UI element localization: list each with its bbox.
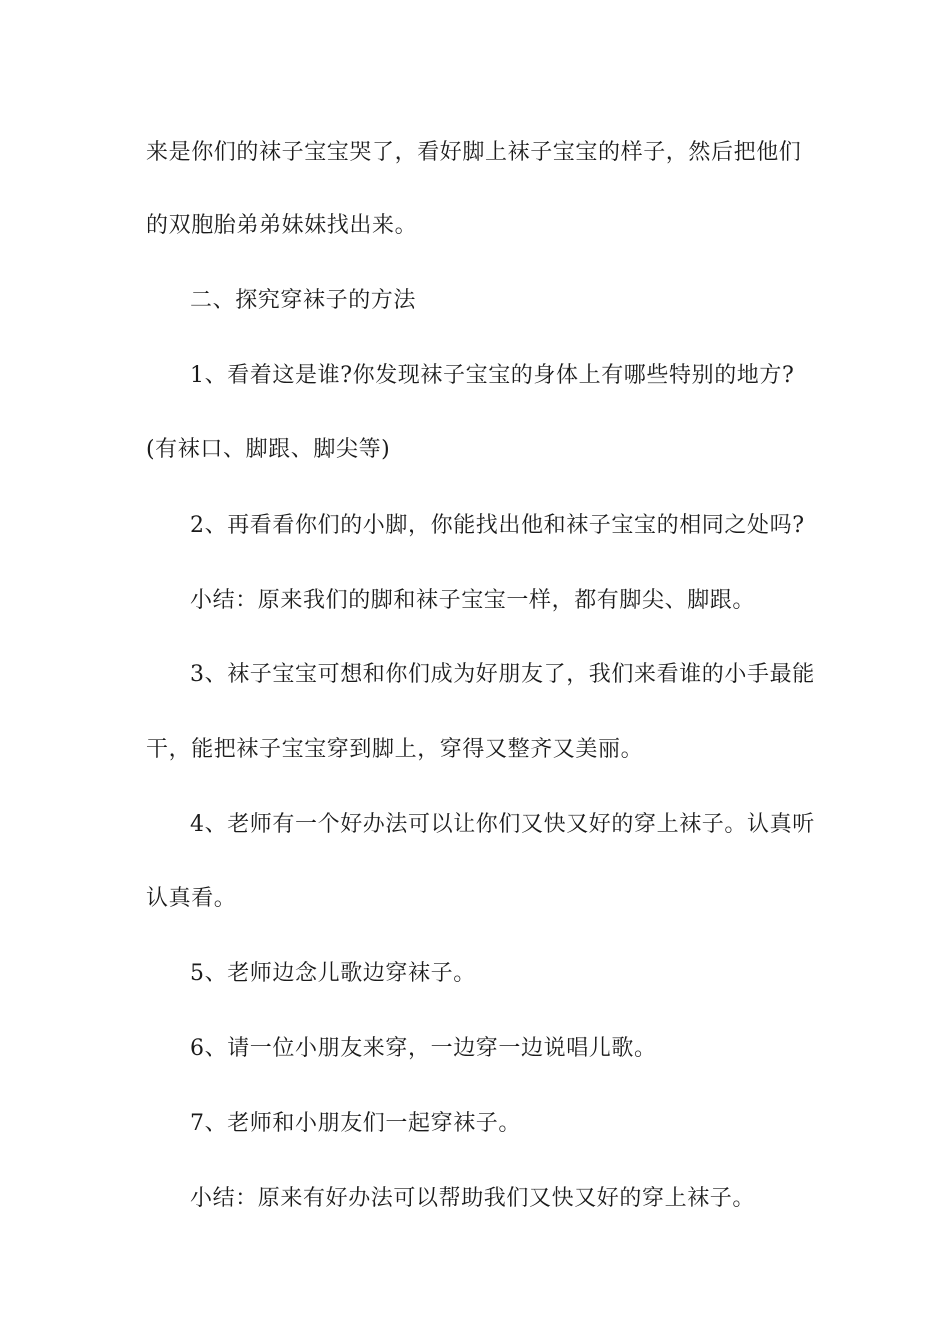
text-line: 7、老师和小朋友们一起穿袜子。	[190, 1111, 521, 1136]
text-line: 2、再看看你们的小脚，你能找出他和袜子宝宝的相同之处吗?	[190, 513, 805, 538]
text-line: 5、老师边念儿歌边穿袜子。	[190, 961, 476, 986]
text-line: 1、看着这是谁?你发现袜子宝宝的身体上有哪些特别的地方?	[190, 363, 795, 388]
text-line: (有袜口、脚跟、脚尖等)	[146, 437, 391, 462]
summary-line: 小结：原来有好办法可以帮助我们又快又好的穿上袜子。	[190, 1186, 756, 1211]
text-line: 认真看。	[146, 886, 237, 911]
text-line: 3、袜子宝宝可想和你们成为好朋友了，我们来看谁的小手最能	[190, 662, 815, 687]
summary-line: 小结：原来我们的脚和袜子宝宝一样，都有脚尖、脚跟。	[190, 588, 756, 613]
text-line: 的双胞胎弟弟妹妹找出来。	[146, 213, 418, 238]
text-line: 4、老师有一个好办法可以让你们又快又好的穿上袜子。认真听	[190, 812, 815, 837]
text-line: 干，能把袜子宝宝穿到脚上，穿得又整齐又美丽。	[146, 737, 644, 762]
text-line: 6、请一位小朋友来穿，一边穿一边说唱儿歌。	[190, 1036, 657, 1061]
section-heading: 二、探究穿袜子的方法	[190, 288, 417, 313]
text-line: 来是你们的袜子宝宝哭了，看好脚上袜子宝宝的样子，然后把他们	[146, 140, 802, 165]
